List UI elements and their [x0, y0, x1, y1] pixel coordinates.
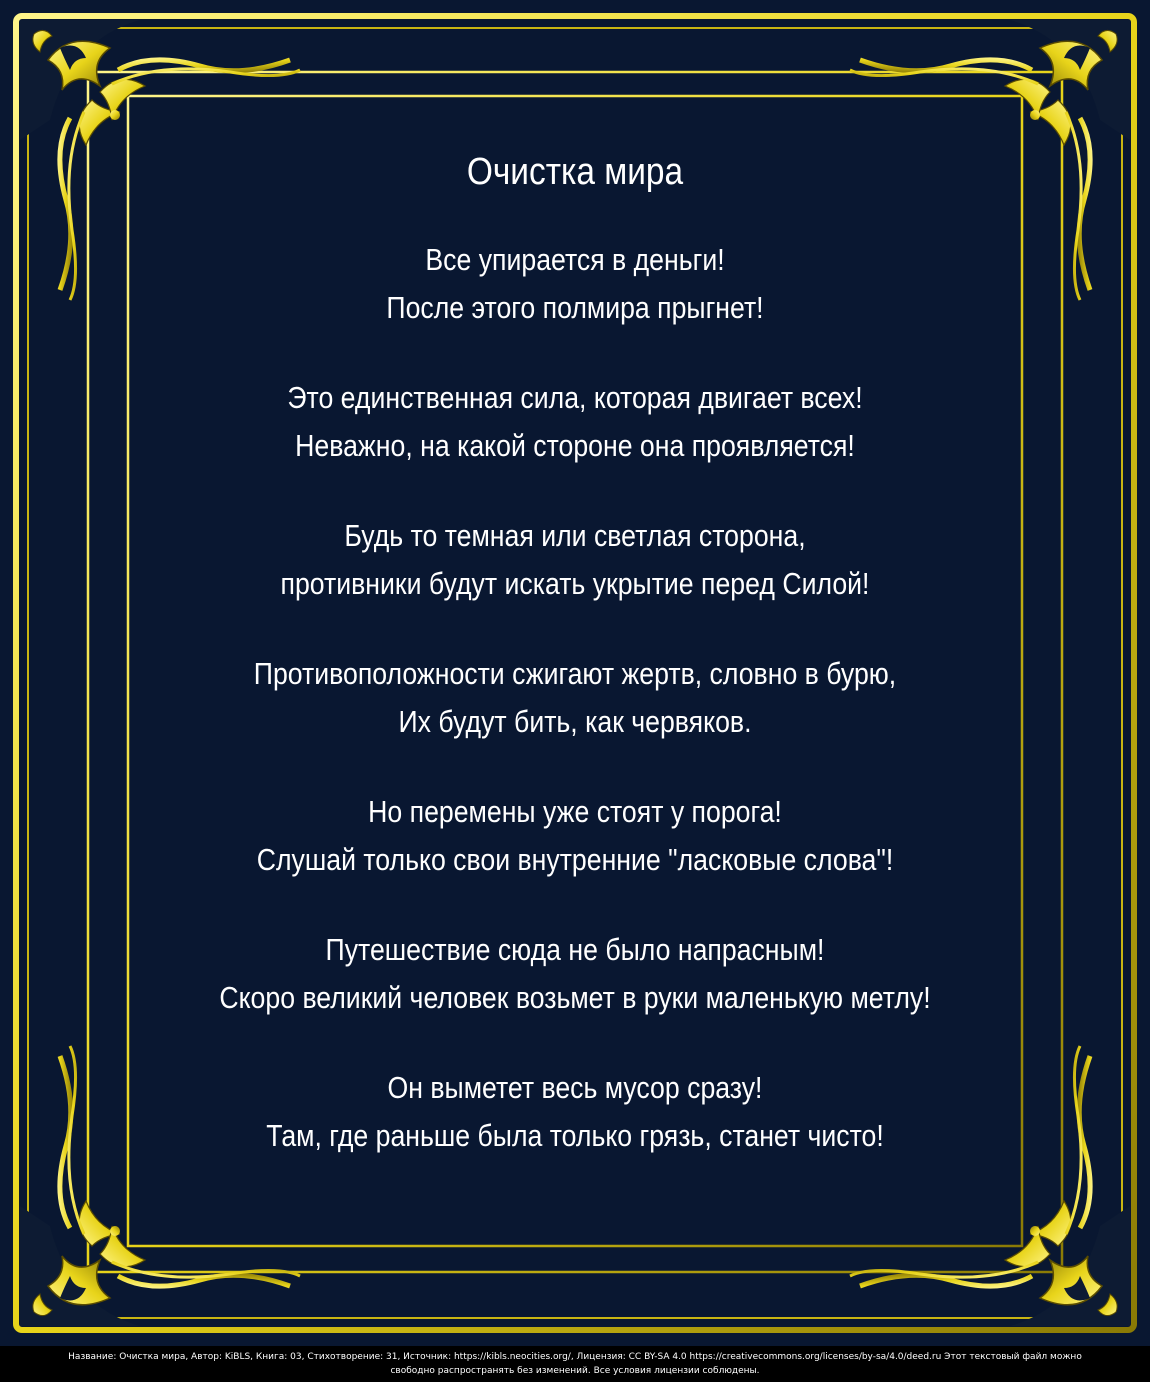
- poem-stanza: [110, 650, 1040, 746]
- poem-line: Будь то темная или светлая сторона,: [344, 518, 806, 553]
- poem-line: Но перемены уже стоят у порога!: [368, 794, 782, 829]
- poem-line: Он выметет весь мусор сразу!: [387, 1070, 763, 1105]
- poem-line: Это единственная сила, которая двигает всех!: [287, 380, 863, 415]
- poem-stanzas: [110, 236, 1040, 1160]
- poem-line: После этого полмира прыгнет!: [386, 290, 764, 325]
- footer-line-2: свободно распространять без изменений. Все условия лицензии соблюдены.: [390, 1366, 760, 1376]
- poem-line: Неважно, на какой стороне она проявляется!: [295, 428, 855, 463]
- poem-stanza: [110, 926, 1040, 1022]
- license-footer: [0, 1346, 1150, 1382]
- poem-line: Все упирается в деньги!: [425, 242, 725, 277]
- poem-line: Скоро великий человек возьмет в руки маленькую метлу!: [219, 980, 931, 1015]
- poem-title: Очистка мира: [466, 151, 684, 193]
- poem: [110, 140, 1040, 1202]
- poem-line: Их будут бить, как червяков.: [398, 704, 752, 739]
- poem-line: Слушай только свои внутренние "ласковые слова"!: [256, 842, 894, 877]
- poem-stanza: [110, 236, 1040, 332]
- poem-stanza: [110, 1064, 1040, 1160]
- poem-stanza: [110, 374, 1040, 470]
- poem-line: противники будут искать укрытие перед Силой!: [280, 566, 870, 601]
- poem-line: Путешествие сюда не было напрасным!: [325, 932, 825, 967]
- poem-stanza: [110, 512, 1040, 608]
- footer-line-1: Название: Очистка мира, Автор: KiBLS, Книга: 03, Стихотворение: 31, Источник: https://kibls.neocities.org/, Лицензия: CC BY-SA 4.0 https://creativecommons.org/licenses/by-sa/4.0/deed.ru Этот текстовый файл можно: [68, 1352, 1082, 1362]
- poem-stanza: [110, 788, 1040, 884]
- poem-line: Там, где раньше была только грязь, станет чисто!: [266, 1118, 884, 1153]
- poem-line: Противоположности сжигают жертв, словно в бурю,: [253, 656, 897, 691]
